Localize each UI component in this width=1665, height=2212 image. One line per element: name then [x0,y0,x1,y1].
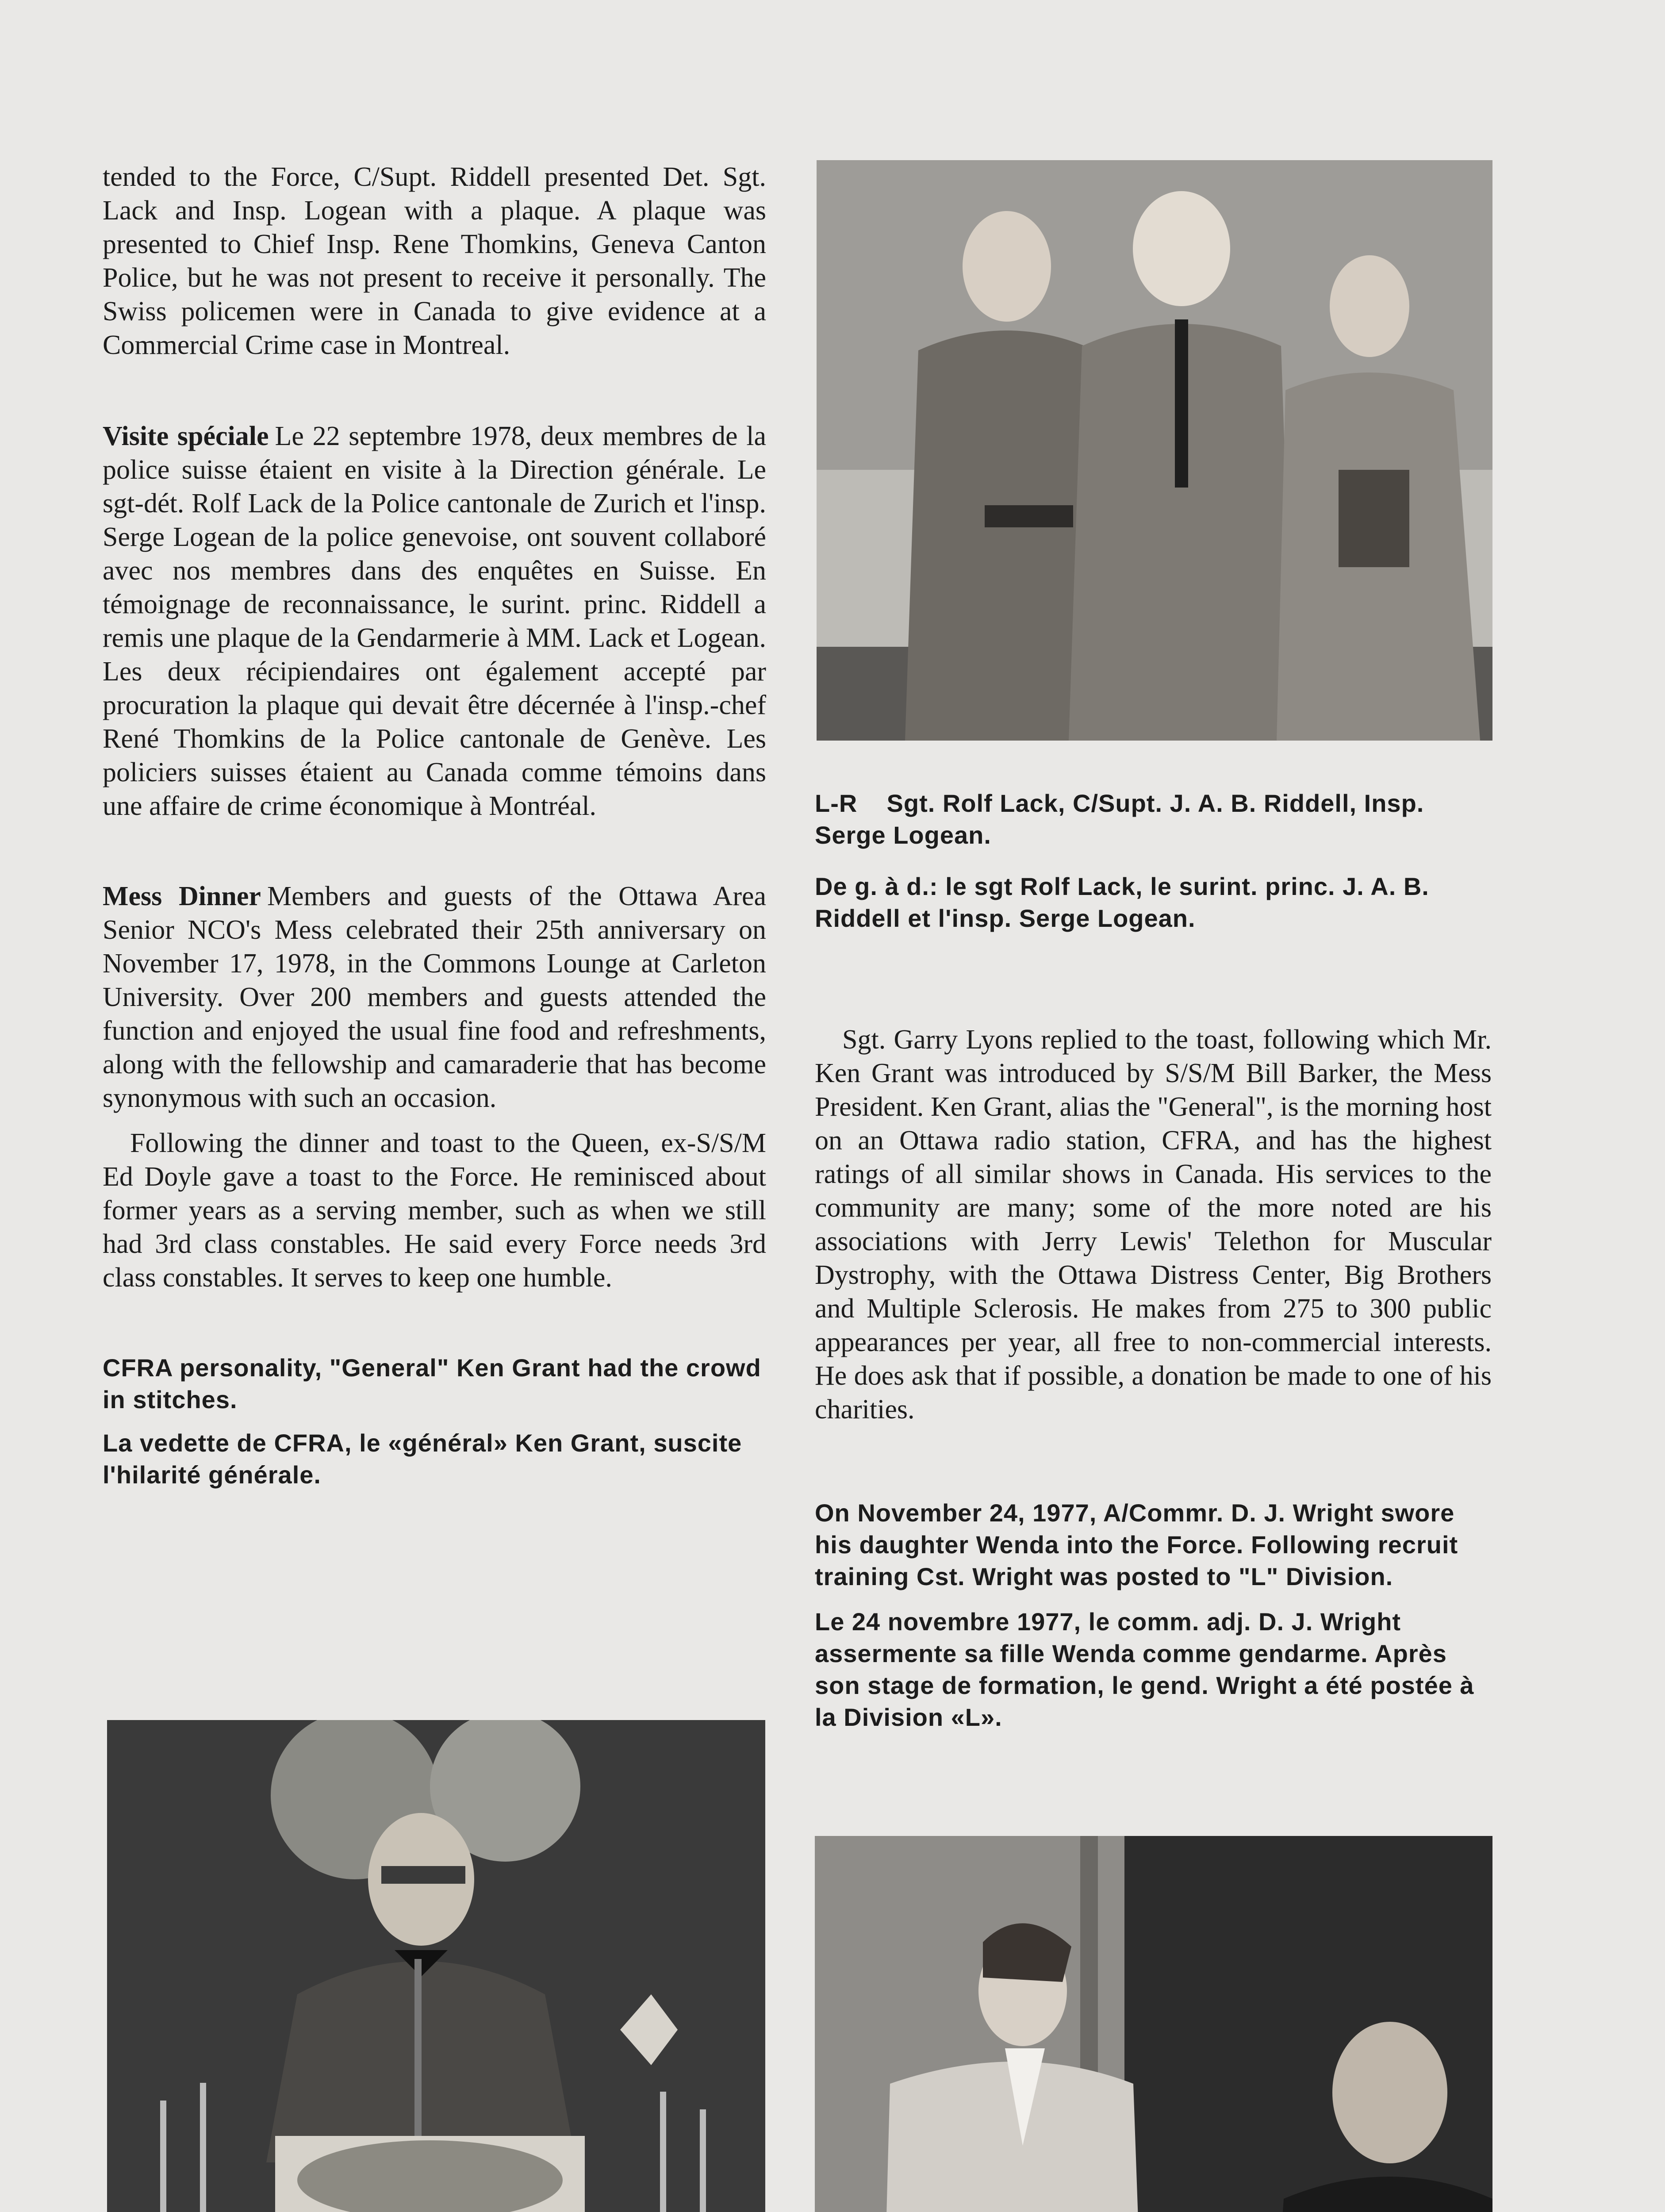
continued-paragraph: tended to the Force, C/Supt. Riddell presented Det. Sgt. Lack and Insp. Logean with a plaque. A plaque was presented to Chief Insp. Rene Thomkins, Geneva Canton Police, but he was not present to receive it personally. The Swiss policemen were in Canada to give evidence at a Commercial Crime case in Montreal. [103,162,766,360]
left-column [103,160,766,1491]
swiss-photo-caption-fr: De g. à d.: le sgt Rolf Lack, le surint. princ. J. A. B. Riddell et l'insp. Serge Logean. [815,872,1429,932]
swiss-policemen-photo [817,160,1492,741]
mess-dinner-heading: Mess Dinner [103,881,261,911]
visite-speciale-text: Le 22 septembre 1978, deux membres de la police suisse étaient en visite à la Direction générale. Le sgt-dét. Rolf Lack de la Police cantonale de Zurich et l'insp. Serge Logean de la police genevoise, ont souvent collaboré avec nos membres dans des enquêtes en Suisse. En témoignage de reconnaissance, le surint. princ. Riddell a remis une plaque de la Gendarmerie à MM. Lack et Logean. Les deux récipiendaires ont également accepté par procuration la plaque qui devait être décernée à l'insp.-chef René Thomkins de la Police cantonale de Genève. Les policiers suisses étaient au Canada comme témoins dans une affaire de crime économique à Montréal. [103,421,766,821]
visite-speciale-paragraph [103,419,766,823]
ken-grant-photo [107,1720,765,2212]
swiss-photo-caption-en: L-R Sgt. Rolf Lack, C/Supt. J. A. B. Riddell, Insp. Serge Logean. [815,789,1431,849]
wright-swearing-in-photo [815,1836,1492,2212]
wright-caption-en: On November 24, 1977, A/Commr. D. J. Wright swore his daughter Wenda into the Force. Following recruit training Cst. Wright was posted to "L" Division. [815,1499,1458,1590]
toast-paragraph: Following the dinner and toast to the Queen, ex-S/S/M Ed Doyle gave a toast to the Force. He reminisced about former years as a serving member, such as when we still had 3rd class constables. He said every Force needs 3rd class constables. It serves to keep one humble. [103,1128,766,1293]
ken-grant-caption-fr: La vedette de CFRA, le «général» Ken Grant, suscite l'hilarité générale. [103,1429,742,1489]
mess-dinner-paragraph [103,879,766,1115]
visite-speciale-heading: Visite spéciale [103,421,269,451]
right-column [815,787,1492,1733]
ken-grant-caption-en: CFRA personality, "General" Ken Grant had the crowd in stitches. [103,1354,761,1413]
mess-dinner-text: Members and guests of the Ottawa Area Senior NCO's Mess celebrated their 25th anniversary on November 17, 1978, in the Commons Lounge at Carleton University. Over 200 members and guests attended the function and enjoyed the usual fine food and refreshments, along with the fellowship and camaraderie that has become synonymous with such an occasion. [103,881,766,1113]
wright-caption-fr: Le 24 novembre 1977, le comm. adj. D. J. Wright assermente sa fille Wenda comme gendarme. Après son stage de formation, le gend. Wright a été postée à la Division «L». [815,1608,1474,1731]
ken-grant-paragraph: Sgt. Garry Lyons replied to the toast, following which Mr. Ken Grant was introduced by S/S/M Bill Barker, the Mess President. Ken Grant, alias the "General", is the morning host on an Ottawa radio station, CFRA, and has the highest ratings of all similar shows in Canada. His services to the community are many; some of the more noted are his associations with Jerry Lewis' Telethon for Muscular Dystrophy, with the Ottawa Distress Center, Big Brothers and Multiple Sclerosis. He makes from 275 to 300 public appearances per year, all free to non-commercial interests. He does ask that if possible, a donation be made to one of his charities. [815,1025,1492,1425]
